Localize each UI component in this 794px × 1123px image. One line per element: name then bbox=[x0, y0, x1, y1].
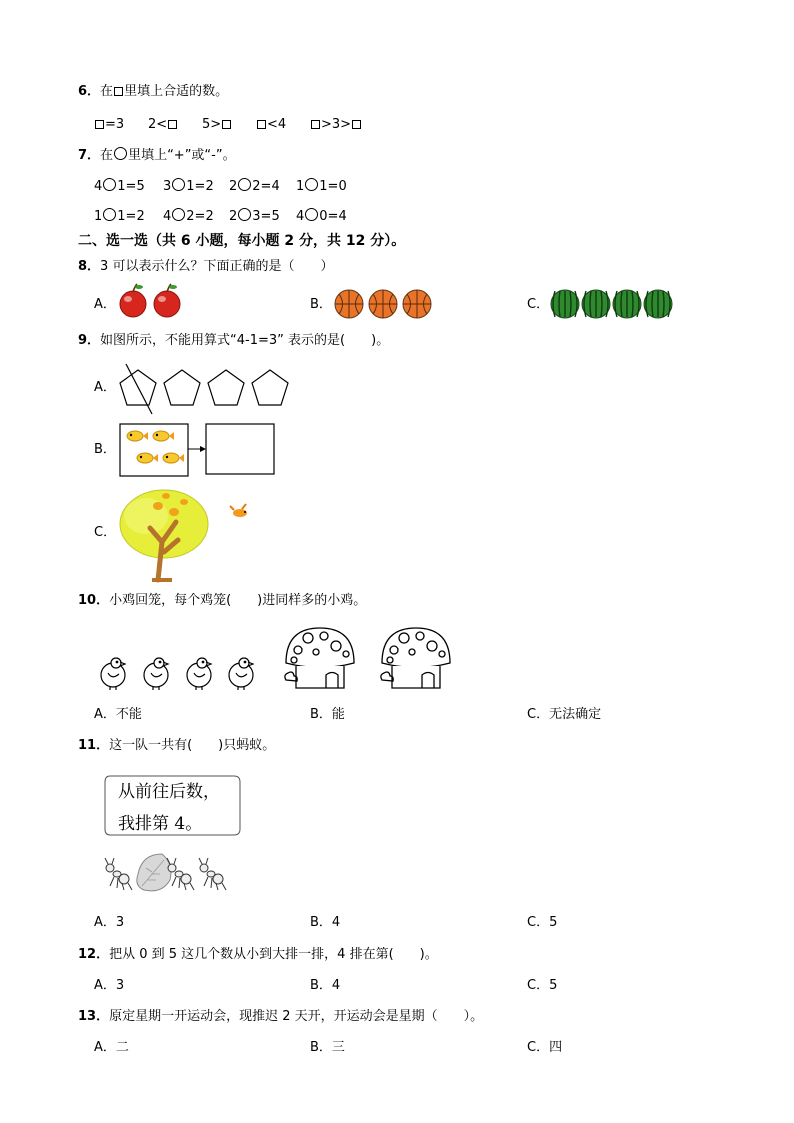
mushroom-coop-icon bbox=[381, 628, 450, 688]
chick-icon bbox=[229, 658, 253, 690]
q11-option-c[interactable]: C．5 bbox=[527, 915, 558, 930]
q7-r2-4: 4 0=4 bbox=[296, 209, 347, 224]
question-8-stem: 8．3 可以表示什么？下面正确的是（ ） bbox=[78, 259, 334, 274]
question-10-stem: 10．小鸡回笼，每个鸡笼( )进同样多的小鸡。 bbox=[78, 593, 367, 608]
ant-icon bbox=[199, 858, 226, 890]
q7-r2-3: 2 3=5 bbox=[229, 209, 280, 224]
q8-option-c[interactable]: C． bbox=[527, 297, 550, 312]
q10-option-a[interactable]: A．不能 bbox=[94, 707, 142, 722]
q6-item-5: >3> bbox=[310, 117, 362, 133]
question-number: 12． bbox=[78, 947, 110, 962]
question-number: 6． bbox=[78, 84, 101, 99]
chick-icon bbox=[101, 658, 125, 690]
question-12-stem: 12．把从 0 到 5 这几个数从小到大排一排，4 排在第( )。 bbox=[78, 947, 438, 962]
q7-r1-1: 4 1=5 bbox=[94, 179, 145, 194]
question-6-stem: 6．在 里填上合适的数。 bbox=[78, 84, 229, 99]
q13-option-c[interactable]: C．四 bbox=[527, 1040, 563, 1055]
q9-option-a[interactable]: A． bbox=[94, 380, 116, 395]
q6-item-2: 2< bbox=[148, 117, 178, 133]
q9-option-b[interactable]: B． bbox=[94, 442, 116, 457]
q11-option-b[interactable]: B．4 bbox=[310, 915, 341, 930]
section-2-heading: 二、选一选（共 6 小题，每小题 2 分，共 12 分）。 bbox=[78, 233, 406, 249]
q11-option-a[interactable]: A．3 bbox=[94, 915, 125, 930]
q6-item-1: =3 bbox=[94, 117, 124, 133]
leaf-icon bbox=[137, 854, 171, 891]
q7-r2-2: 4 2=2 bbox=[163, 209, 214, 224]
bubble-line-1: 从前往后数， bbox=[118, 782, 220, 802]
q8-option-b[interactable]: B． bbox=[310, 297, 332, 312]
q7-r1-4: 1 1=0 bbox=[296, 179, 347, 194]
q7-r2-1: 1 1=2 bbox=[94, 209, 145, 224]
q8-option-a[interactable]: A． bbox=[94, 297, 116, 312]
bubble-line-2: 我排第 4。 bbox=[118, 814, 203, 834]
q12-option-b[interactable]: B．4 bbox=[310, 978, 341, 993]
q6-item-3: 5> bbox=[202, 117, 232, 133]
q6-item-4: <4 bbox=[256, 117, 286, 133]
question-number: 11． bbox=[78, 738, 110, 753]
mushroom-coop-icon bbox=[285, 628, 354, 688]
question-13-stem: 13．原定星期一开运动会，现推迟 2 天开，开运动会是星期（ ）。 bbox=[78, 1009, 484, 1024]
chick-icon bbox=[144, 658, 168, 690]
q7-r1-3: 2 2=4 bbox=[229, 179, 280, 194]
ant-row bbox=[100, 850, 232, 896]
question-number: 10． bbox=[78, 593, 110, 608]
question-number: 7． bbox=[78, 148, 101, 163]
ant-icon bbox=[105, 858, 132, 890]
q13-option-b[interactable]: B．三 bbox=[310, 1040, 345, 1055]
q12-option-a[interactable]: A．3 bbox=[94, 978, 125, 993]
q12-option-c[interactable]: C．5 bbox=[527, 978, 558, 993]
q9-option-c[interactable]: C． bbox=[94, 525, 117, 540]
q10-option-c[interactable]: C．无法确定 bbox=[527, 707, 602, 722]
q10-option-b[interactable]: B．能 bbox=[310, 707, 345, 722]
q13-option-a[interactable]: A．二 bbox=[94, 1040, 129, 1055]
question-9-stem: 9．如图所示，不能用算式“4-1=3” 表示的是( )。 bbox=[78, 333, 390, 348]
q7-r1-2: 3 1=2 bbox=[163, 179, 214, 194]
question-7-stem: 7．在 里填上“+”或“-”。 bbox=[78, 148, 236, 163]
chick-icon bbox=[187, 658, 211, 690]
question-number: 8． bbox=[78, 259, 101, 274]
question-number: 13． bbox=[78, 1009, 110, 1024]
question-11-stem: 11．这一队一共有( )只蚂蚁。 bbox=[78, 738, 276, 753]
question-number: 9． bbox=[78, 333, 101, 348]
